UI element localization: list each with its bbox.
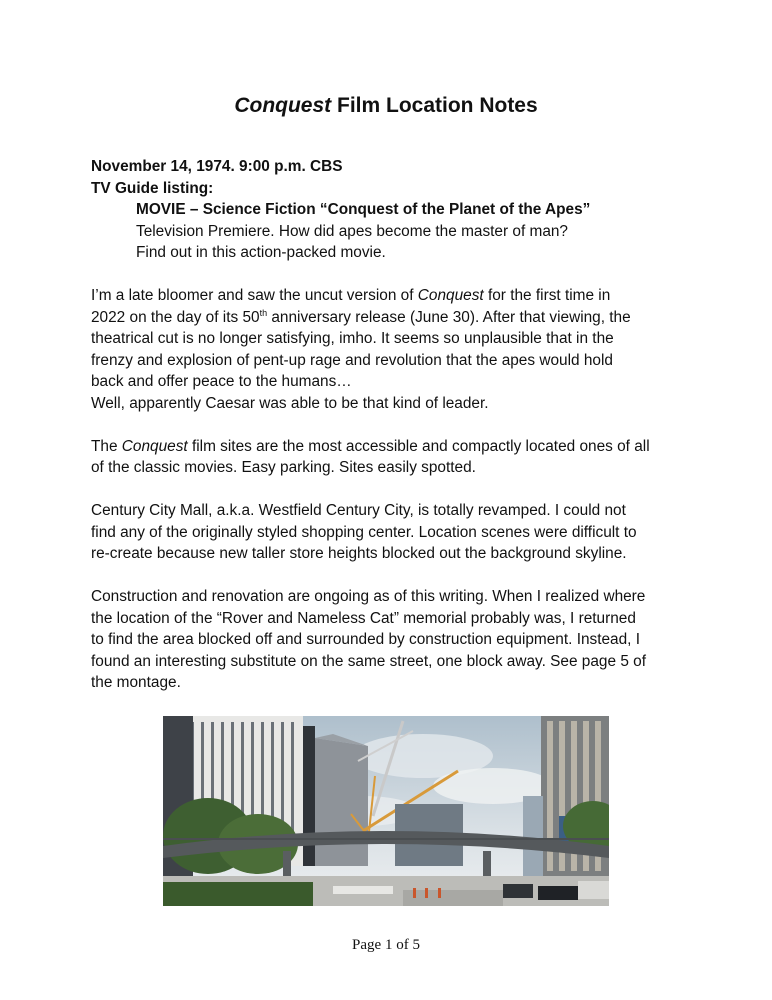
text-run: I’m a late bloomer and saw the uncut version of [91,287,418,304]
paragraph-line: the location of the “Rover and Nameless Cat” memorial probably was, I returned [91,609,636,627]
document-body [91,156,691,694]
text-run: for the first time in [483,287,611,304]
text-run: film sites are the most accessible and compactly located ones of all [187,437,650,455]
paragraph-line: found an interesting substitute on the same street, one block away. See page 5 of [91,652,646,670]
text-run: 2022 on the day of its 50 [91,308,260,326]
listing-line: Find out in this action-packed movie. [136,244,386,261]
paragraph-line: back and offer peace to the humans… [91,373,352,390]
paragraph-line: of the classic movies. Easy parking. Sites easily spotted. [91,459,476,476]
text-run: The [91,437,122,455]
paragraph-line: the montage. [91,674,181,691]
title-rest: Film Location Notes [331,94,538,117]
paragraph-line: find any of the originally styled shopping center. Location scenes were difficult to [91,523,637,541]
paragraph-line: re-create because new taller store heights blocked out the background skyline. [91,545,627,562]
movie-listing-title: MOVIE – Science Fiction “Conquest of the Planet of the Apes” [136,201,591,218]
broadcast-date: November 14, 1974. 9:00 p.m. CBS [91,158,343,175]
paragraph-line: Construction and renovation are ongoing as of this writing. When I realized where [91,588,646,605]
paragraph-line: frenzy and explosion of pent-up rage and revolution that the apes would hold [91,351,613,369]
paragraph-line: Well, apparently Caesar was able to be that kind of leader. [91,394,489,412]
superscript: th [259,307,268,318]
title-italic: Conquest [234,94,332,117]
text-run: anniversary release (June 30). After that viewing, the [267,308,631,326]
paragraph-line: theatrical cut is no longer satisfying, imho. It seems so unplausible that in the [91,330,614,347]
paragraph-line: Century City Mall, a.k.a. Westfield Century City, is totally revamped. I could not [91,502,626,519]
text-run-italic: Conquest [417,287,484,304]
paragraph-line [91,285,691,307]
paragraph-line [91,307,691,329]
text-run-italic: Conquest [121,437,188,455]
tv-guide-heading: TV Guide listing: [91,179,214,197]
photo-illustration [163,716,609,906]
paragraph-line: to find the area blocked off and surrounded by construction equipment. Instead, I [91,631,641,648]
listing-line: Television Premiere. How did apes become the master of man? [136,222,568,240]
street-photo [163,716,609,906]
page-title [0,92,772,120]
paragraph-line [91,436,691,458]
page-number: Page 1 of 5 [352,937,420,953]
